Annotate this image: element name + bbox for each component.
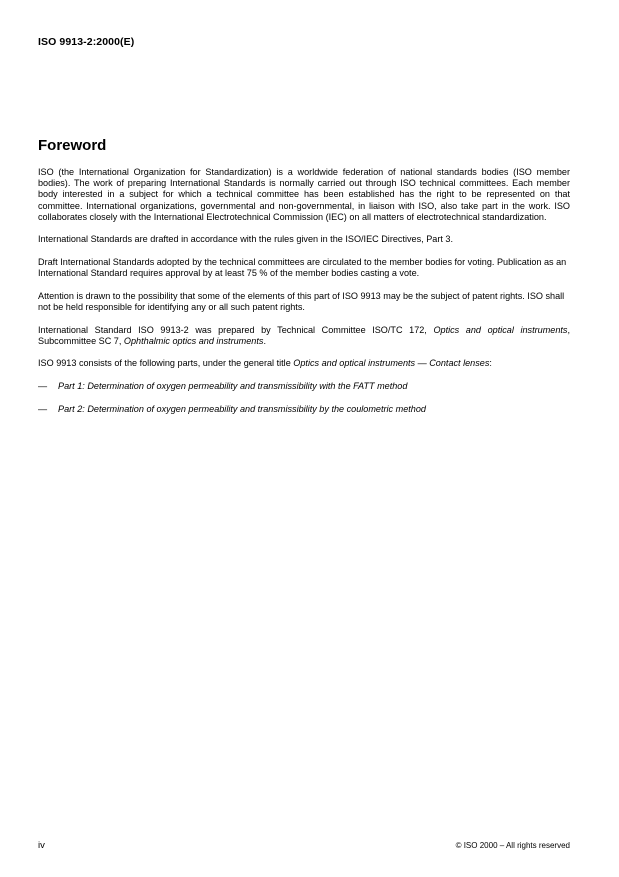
page-number: iv: [38, 840, 45, 851]
list-item-part-1: [38, 381, 570, 392]
paragraph-voting: Draft International Standards adopted by the technical committees are circulated to the member bodies for voting. Publication as an International Standard requires approval by at least 75 % of the member bodies casting a vote.: [38, 257, 567, 279]
parts-intro-text: ISO 9913 consists of the following parts, under the general title: [38, 358, 294, 369]
paragraph-iso-description: ISO (the International Organization for Standardization) is a worldwide federation of national standards bodies (ISO member bodies). The work of preparing International Standards is normally carried out through ISO technical committees. Each member body interested in a subject for which a technical committee has been established has the right to be represented on that committee. International organizations, governmental and non-governmental, in liaison with ISO, also take part in the work. ISO collaborates closely with the International Electrotechnical Commission (IEC) on all matters of electrotechnical standardization.: [38, 167, 570, 222]
document-identifier: ISO 9913-2:2000(E): [38, 36, 135, 48]
paragraph-patent-rights: Attention is drawn to the possibility that some of the elements of this part of ISO 9913 may be the subject of patent rights. ISO shall not be held responsible for identifying any or all such patent rights.: [38, 290, 565, 312]
prepared-by-text: International Standard ISO 9913-2 was prepared by Technical Committee ISO/TC 172,: [38, 324, 434, 335]
subcommittee-title: Ophthalmic optics and instruments: [123, 335, 264, 346]
foreword-body: [38, 167, 570, 426]
paragraph-prepared-by: [38, 325, 570, 347]
committee-title: Optics and optical instruments: [433, 324, 568, 335]
list-dash: —: [38, 380, 48, 391]
section-title: Foreword: [38, 137, 107, 154]
general-title: Optics and optical instruments — Contact lenses: [293, 358, 490, 369]
subcommittee-text: , Subcommittee SC 7,: [38, 324, 570, 346]
list-dash: —: [38, 403, 48, 414]
copyright-notice: © ISO 2000 – All rights reserved: [455, 841, 570, 850]
part-1-title: Part 1: Determination of oxygen permeability and transmissibility with the FATT method: [58, 380, 408, 391]
list-item-part-2: [38, 404, 570, 415]
part-2-title: Part 2: Determination of oxygen permeability and transmissibility by the coulometric method: [58, 403, 426, 414]
paragraph-drafting-rules: International Standards are drafted in accordance with the rules given in the ISO/IEC Directives, Part 3.: [38, 234, 453, 245]
paragraph-parts-intro: [38, 358, 570, 369]
prepared-by-end: .: [263, 335, 266, 346]
parts-intro-end: :: [489, 358, 492, 369]
